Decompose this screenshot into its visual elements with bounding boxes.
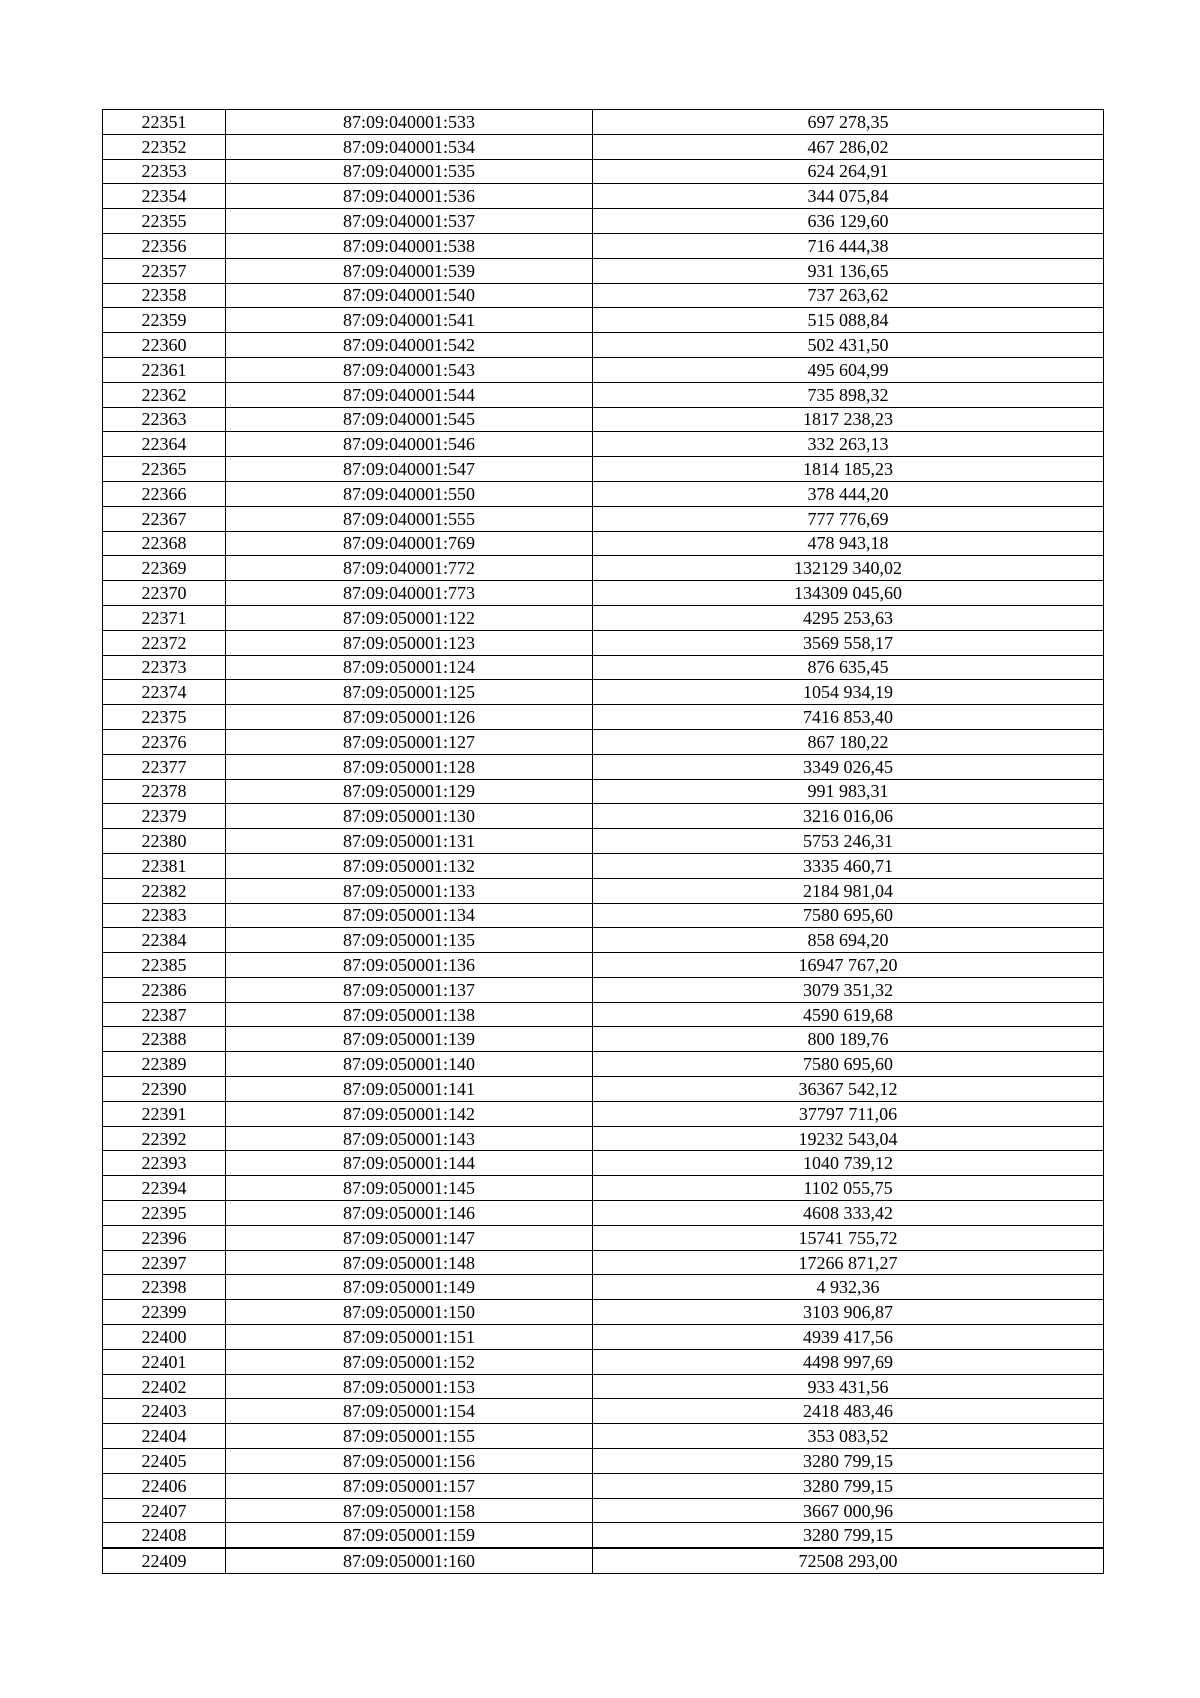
row-number-cell: 22371 xyxy=(103,605,226,630)
row-number-cell: 22407 xyxy=(103,1498,226,1523)
table-row xyxy=(103,382,1104,407)
row-number-cell: 22372 xyxy=(103,630,226,655)
row-number-cell: 22406 xyxy=(103,1473,226,1498)
value-cell: 624 264,91 xyxy=(593,159,1104,184)
value-cell: 636 129,60 xyxy=(593,209,1104,234)
value-cell: 4 932,36 xyxy=(593,1275,1104,1300)
value-cell: 3349 026,45 xyxy=(593,754,1104,779)
cadastral-number-cell: 87:09:050001:134 xyxy=(226,903,593,928)
value-cell: 134309 045,60 xyxy=(593,581,1104,606)
row-number-cell: 22382 xyxy=(103,878,226,903)
row-number-cell: 22402 xyxy=(103,1374,226,1399)
cadastral-number-cell: 87:09:050001:126 xyxy=(226,705,593,730)
table-row xyxy=(103,1300,1104,1325)
row-number-cell: 22356 xyxy=(103,233,226,258)
table-row xyxy=(103,357,1104,382)
value-cell: 1040 739,12 xyxy=(593,1151,1104,1176)
row-number-cell: 22388 xyxy=(103,1027,226,1052)
value-cell: 1814 185,23 xyxy=(593,457,1104,482)
table-row xyxy=(103,928,1104,953)
value-cell: 72508 293,00 xyxy=(593,1548,1104,1573)
value-cell: 735 898,32 xyxy=(593,382,1104,407)
cadastral-number-cell: 87:09:050001:132 xyxy=(226,853,593,878)
row-number-cell: 22405 xyxy=(103,1449,226,1474)
table-row xyxy=(103,1498,1104,1523)
cadastral-number-cell: 87:09:050001:145 xyxy=(226,1176,593,1201)
value-cell: 17266 871,27 xyxy=(593,1250,1104,1275)
value-cell: 1054 934,19 xyxy=(593,680,1104,705)
row-number-cell: 22408 xyxy=(103,1523,226,1548)
cadastral-value-table xyxy=(102,109,1104,1574)
table-row xyxy=(103,1176,1104,1201)
row-number-cell: 22376 xyxy=(103,729,226,754)
cadastral-number-cell: 87:09:040001:550 xyxy=(226,481,593,506)
table-row xyxy=(103,1225,1104,1250)
cadastral-number-cell: 87:09:050001:137 xyxy=(226,977,593,1002)
table-row xyxy=(103,729,1104,754)
table-row xyxy=(103,1349,1104,1374)
table-row xyxy=(103,1399,1104,1424)
row-number-cell: 22396 xyxy=(103,1225,226,1250)
value-cell: 3103 906,87 xyxy=(593,1300,1104,1325)
cadastral-number-cell: 87:09:040001:772 xyxy=(226,556,593,581)
table-row xyxy=(103,630,1104,655)
cadastral-number-cell: 87:09:050001:152 xyxy=(226,1349,593,1374)
value-cell: 933 431,56 xyxy=(593,1374,1104,1399)
value-cell: 2184 981,04 xyxy=(593,878,1104,903)
cadastral-number-cell: 87:09:050001:156 xyxy=(226,1449,593,1474)
table-row xyxy=(103,1523,1104,1548)
row-number-cell: 22377 xyxy=(103,754,226,779)
table-row xyxy=(103,159,1104,184)
value-cell: 344 075,84 xyxy=(593,184,1104,209)
cadastral-number-cell: 87:09:040001:541 xyxy=(226,308,593,333)
value-cell: 7580 695,60 xyxy=(593,1052,1104,1077)
value-cell: 7580 695,60 xyxy=(593,903,1104,928)
value-cell: 3280 799,15 xyxy=(593,1523,1104,1548)
row-number-cell: 22366 xyxy=(103,481,226,506)
row-number-cell: 22378 xyxy=(103,779,226,804)
cadastral-number-cell: 87:09:040001:546 xyxy=(226,432,593,457)
row-number-cell: 22354 xyxy=(103,184,226,209)
table-row xyxy=(103,680,1104,705)
row-number-cell: 22365 xyxy=(103,457,226,482)
cadastral-number-cell: 87:09:050001:144 xyxy=(226,1151,593,1176)
value-cell: 3216 016,06 xyxy=(593,804,1104,829)
cadastral-number-cell: 87:09:040001:535 xyxy=(226,159,593,184)
cadastral-number-cell: 87:09:040001:536 xyxy=(226,184,593,209)
cadastral-number-cell: 87:09:050001:140 xyxy=(226,1052,593,1077)
table-row xyxy=(103,1077,1104,1102)
row-number-cell: 22361 xyxy=(103,357,226,382)
value-cell: 378 444,20 xyxy=(593,481,1104,506)
cadastral-number-cell: 87:09:050001:128 xyxy=(226,754,593,779)
row-number-cell: 22389 xyxy=(103,1052,226,1077)
row-number-cell: 22393 xyxy=(103,1151,226,1176)
row-number-cell: 22370 xyxy=(103,581,226,606)
cadastral-number-cell: 87:09:050001:131 xyxy=(226,829,593,854)
value-cell: 4608 333,42 xyxy=(593,1201,1104,1226)
table-row xyxy=(103,705,1104,730)
value-cell: 132129 340,02 xyxy=(593,556,1104,581)
table-row xyxy=(103,407,1104,432)
table-row xyxy=(103,481,1104,506)
value-cell: 3280 799,15 xyxy=(593,1473,1104,1498)
cadastral-number-cell: 87:09:050001:136 xyxy=(226,953,593,978)
table-row xyxy=(103,1449,1104,1474)
row-number-cell: 22374 xyxy=(103,680,226,705)
row-number-cell: 22394 xyxy=(103,1176,226,1201)
value-cell: 858 694,20 xyxy=(593,928,1104,953)
cadastral-number-cell: 87:09:050001:146 xyxy=(226,1201,593,1226)
row-number-cell: 22387 xyxy=(103,1002,226,1027)
row-number-cell: 22385 xyxy=(103,953,226,978)
row-number-cell: 22400 xyxy=(103,1325,226,1350)
value-cell: 515 088,84 xyxy=(593,308,1104,333)
table-row xyxy=(103,1052,1104,1077)
cadastral-number-cell: 87:09:050001:122 xyxy=(226,605,593,630)
cadastral-number-cell: 87:09:050001:143 xyxy=(226,1126,593,1151)
row-number-cell: 22403 xyxy=(103,1399,226,1424)
table-row xyxy=(103,903,1104,928)
table-row xyxy=(103,209,1104,234)
table-row xyxy=(103,1473,1104,1498)
row-number-cell: 22391 xyxy=(103,1101,226,1126)
cadastral-number-cell: 87:09:040001:543 xyxy=(226,357,593,382)
table-row xyxy=(103,1250,1104,1275)
cadastral-number-cell: 87:09:050001:149 xyxy=(226,1275,593,1300)
table-row xyxy=(103,779,1104,804)
table-row xyxy=(103,457,1104,482)
table-row xyxy=(103,829,1104,854)
row-number-cell: 22373 xyxy=(103,655,226,680)
table-row xyxy=(103,1374,1104,1399)
row-number-cell: 22384 xyxy=(103,928,226,953)
row-number-cell: 22358 xyxy=(103,283,226,308)
cadastral-number-cell: 87:09:050001:155 xyxy=(226,1424,593,1449)
row-number-cell: 22351 xyxy=(103,110,226,135)
table-row xyxy=(103,233,1104,258)
value-cell: 697 278,35 xyxy=(593,110,1104,135)
cadastral-number-cell: 87:09:050001:142 xyxy=(226,1101,593,1126)
row-number-cell: 22386 xyxy=(103,977,226,1002)
cadastral-number-cell: 87:09:050001:150 xyxy=(226,1300,593,1325)
cadastral-number-cell: 87:09:050001:133 xyxy=(226,878,593,903)
cadastral-number-cell: 87:09:050001:124 xyxy=(226,655,593,680)
row-number-cell: 22379 xyxy=(103,804,226,829)
value-cell: 7416 853,40 xyxy=(593,705,1104,730)
row-number-cell: 22398 xyxy=(103,1275,226,1300)
table-row xyxy=(103,134,1104,159)
value-cell: 991 983,31 xyxy=(593,779,1104,804)
table-row xyxy=(103,878,1104,903)
cadastral-number-cell: 87:09:040001:544 xyxy=(226,382,593,407)
cadastral-number-cell: 87:09:050001:157 xyxy=(226,1473,593,1498)
table-body xyxy=(103,110,1104,1574)
row-number-cell: 22355 xyxy=(103,209,226,234)
row-number-cell: 22401 xyxy=(103,1349,226,1374)
cadastral-number-cell: 87:09:050001:141 xyxy=(226,1077,593,1102)
value-cell: 4590 619,68 xyxy=(593,1002,1104,1027)
table-row xyxy=(103,581,1104,606)
row-number-cell: 22383 xyxy=(103,903,226,928)
table-row xyxy=(103,506,1104,531)
value-cell: 19232 543,04 xyxy=(593,1126,1104,1151)
table-row xyxy=(103,1027,1104,1052)
row-number-cell: 22367 xyxy=(103,506,226,531)
row-number-cell: 22395 xyxy=(103,1201,226,1226)
table-row xyxy=(103,804,1104,829)
value-cell: 36367 542,12 xyxy=(593,1077,1104,1102)
table-row xyxy=(103,1002,1104,1027)
value-cell: 876 635,45 xyxy=(593,655,1104,680)
cadastral-number-cell: 87:09:050001:160 xyxy=(226,1548,593,1573)
value-cell: 495 604,99 xyxy=(593,357,1104,382)
value-cell: 15741 755,72 xyxy=(593,1225,1104,1250)
cadastral-number-cell: 87:09:040001:542 xyxy=(226,333,593,358)
cadastral-number-cell: 87:09:040001:545 xyxy=(226,407,593,432)
value-cell: 16947 767,20 xyxy=(593,953,1104,978)
value-cell: 777 776,69 xyxy=(593,506,1104,531)
cadastral-number-cell: 87:09:050001:138 xyxy=(226,1002,593,1027)
table-row xyxy=(103,1126,1104,1151)
value-cell: 3667 000,96 xyxy=(593,1498,1104,1523)
row-number-cell: 22363 xyxy=(103,407,226,432)
value-cell: 931 136,65 xyxy=(593,258,1104,283)
table-row xyxy=(103,333,1104,358)
table-row xyxy=(103,655,1104,680)
value-cell: 737 263,62 xyxy=(593,283,1104,308)
cadastral-number-cell: 87:09:040001:539 xyxy=(226,258,593,283)
value-cell: 4498 997,69 xyxy=(593,1349,1104,1374)
table-row xyxy=(103,432,1104,457)
value-cell: 353 083,52 xyxy=(593,1424,1104,1449)
table-row xyxy=(103,1151,1104,1176)
cadastral-number-cell: 87:09:050001:125 xyxy=(226,680,593,705)
row-number-cell: 22409 xyxy=(103,1548,226,1573)
value-cell: 478 943,18 xyxy=(593,531,1104,556)
cadastral-number-cell: 87:09:050001:130 xyxy=(226,804,593,829)
table-row xyxy=(103,1201,1104,1226)
value-cell: 3335 460,71 xyxy=(593,853,1104,878)
value-cell: 1102 055,75 xyxy=(593,1176,1104,1201)
cadastral-number-cell: 87:09:040001:533 xyxy=(226,110,593,135)
value-cell: 2418 483,46 xyxy=(593,1399,1104,1424)
table-row xyxy=(103,184,1104,209)
cadastral-number-cell: 87:09:050001:153 xyxy=(226,1374,593,1399)
cadastral-number-cell: 87:09:050001:139 xyxy=(226,1027,593,1052)
row-number-cell: 22362 xyxy=(103,382,226,407)
cadastral-number-cell: 87:09:040001:769 xyxy=(226,531,593,556)
table-row xyxy=(103,1275,1104,1300)
row-number-cell: 22357 xyxy=(103,258,226,283)
table-row xyxy=(103,110,1104,135)
row-number-cell: 22380 xyxy=(103,829,226,854)
value-cell: 37797 711,06 xyxy=(593,1101,1104,1126)
row-number-cell: 22392 xyxy=(103,1126,226,1151)
row-number-cell: 22364 xyxy=(103,432,226,457)
table-row xyxy=(103,1325,1104,1350)
row-number-cell: 22397 xyxy=(103,1250,226,1275)
value-cell: 4295 253,63 xyxy=(593,605,1104,630)
table-row xyxy=(103,308,1104,333)
value-cell: 3079 351,32 xyxy=(593,977,1104,1002)
table-row xyxy=(103,531,1104,556)
table-row xyxy=(103,977,1104,1002)
table-row xyxy=(103,283,1104,308)
table-row xyxy=(103,754,1104,779)
row-number-cell: 22381 xyxy=(103,853,226,878)
row-number-cell: 22369 xyxy=(103,556,226,581)
cadastral-number-cell: 87:09:050001:127 xyxy=(226,729,593,754)
value-cell: 800 189,76 xyxy=(593,1027,1104,1052)
cadastral-number-cell: 87:09:040001:534 xyxy=(226,134,593,159)
value-cell: 502 431,50 xyxy=(593,333,1104,358)
cadastral-number-cell: 87:09:040001:555 xyxy=(226,506,593,531)
value-cell: 5753 246,31 xyxy=(593,829,1104,854)
table-row xyxy=(103,605,1104,630)
table-row xyxy=(103,1548,1104,1573)
value-cell: 467 286,02 xyxy=(593,134,1104,159)
row-number-cell: 22359 xyxy=(103,308,226,333)
row-number-cell: 22404 xyxy=(103,1424,226,1449)
cadastral-number-cell: 87:09:050001:158 xyxy=(226,1498,593,1523)
value-cell: 332 263,13 xyxy=(593,432,1104,457)
cadastral-number-cell: 87:09:040001:547 xyxy=(226,457,593,482)
cadastral-number-cell: 87:09:050001:129 xyxy=(226,779,593,804)
cadastral-number-cell: 87:09:040001:773 xyxy=(226,581,593,606)
cadastral-number-cell: 87:09:050001:148 xyxy=(226,1250,593,1275)
value-cell: 1817 238,23 xyxy=(593,407,1104,432)
cadastral-number-cell: 87:09:050001:151 xyxy=(226,1325,593,1350)
row-number-cell: 22375 xyxy=(103,705,226,730)
table-row xyxy=(103,556,1104,581)
table-row xyxy=(103,1424,1104,1449)
row-number-cell: 22360 xyxy=(103,333,226,358)
cadastral-number-cell: 87:09:040001:538 xyxy=(226,233,593,258)
value-cell: 4939 417,56 xyxy=(593,1325,1104,1350)
cadastral-number-cell: 87:09:050001:135 xyxy=(226,928,593,953)
cadastral-number-cell: 87:09:050001:147 xyxy=(226,1225,593,1250)
table-row xyxy=(103,1101,1104,1126)
cadastral-number-cell: 87:09:040001:537 xyxy=(226,209,593,234)
value-cell: 867 180,22 xyxy=(593,729,1104,754)
cadastral-number-cell: 87:09:040001:540 xyxy=(226,283,593,308)
row-number-cell: 22352 xyxy=(103,134,226,159)
row-number-cell: 22353 xyxy=(103,159,226,184)
cadastral-number-cell: 87:09:050001:123 xyxy=(226,630,593,655)
table-row xyxy=(103,853,1104,878)
table-row xyxy=(103,258,1104,283)
value-cell: 3569 558,17 xyxy=(593,630,1104,655)
row-number-cell: 22390 xyxy=(103,1077,226,1102)
row-number-cell: 22399 xyxy=(103,1300,226,1325)
value-cell: 3280 799,15 xyxy=(593,1449,1104,1474)
cadastral-number-cell: 87:09:050001:154 xyxy=(226,1399,593,1424)
cadastral-number-cell: 87:09:050001:159 xyxy=(226,1523,593,1548)
table-row xyxy=(103,953,1104,978)
value-cell: 716 444,38 xyxy=(593,233,1104,258)
row-number-cell: 22368 xyxy=(103,531,226,556)
